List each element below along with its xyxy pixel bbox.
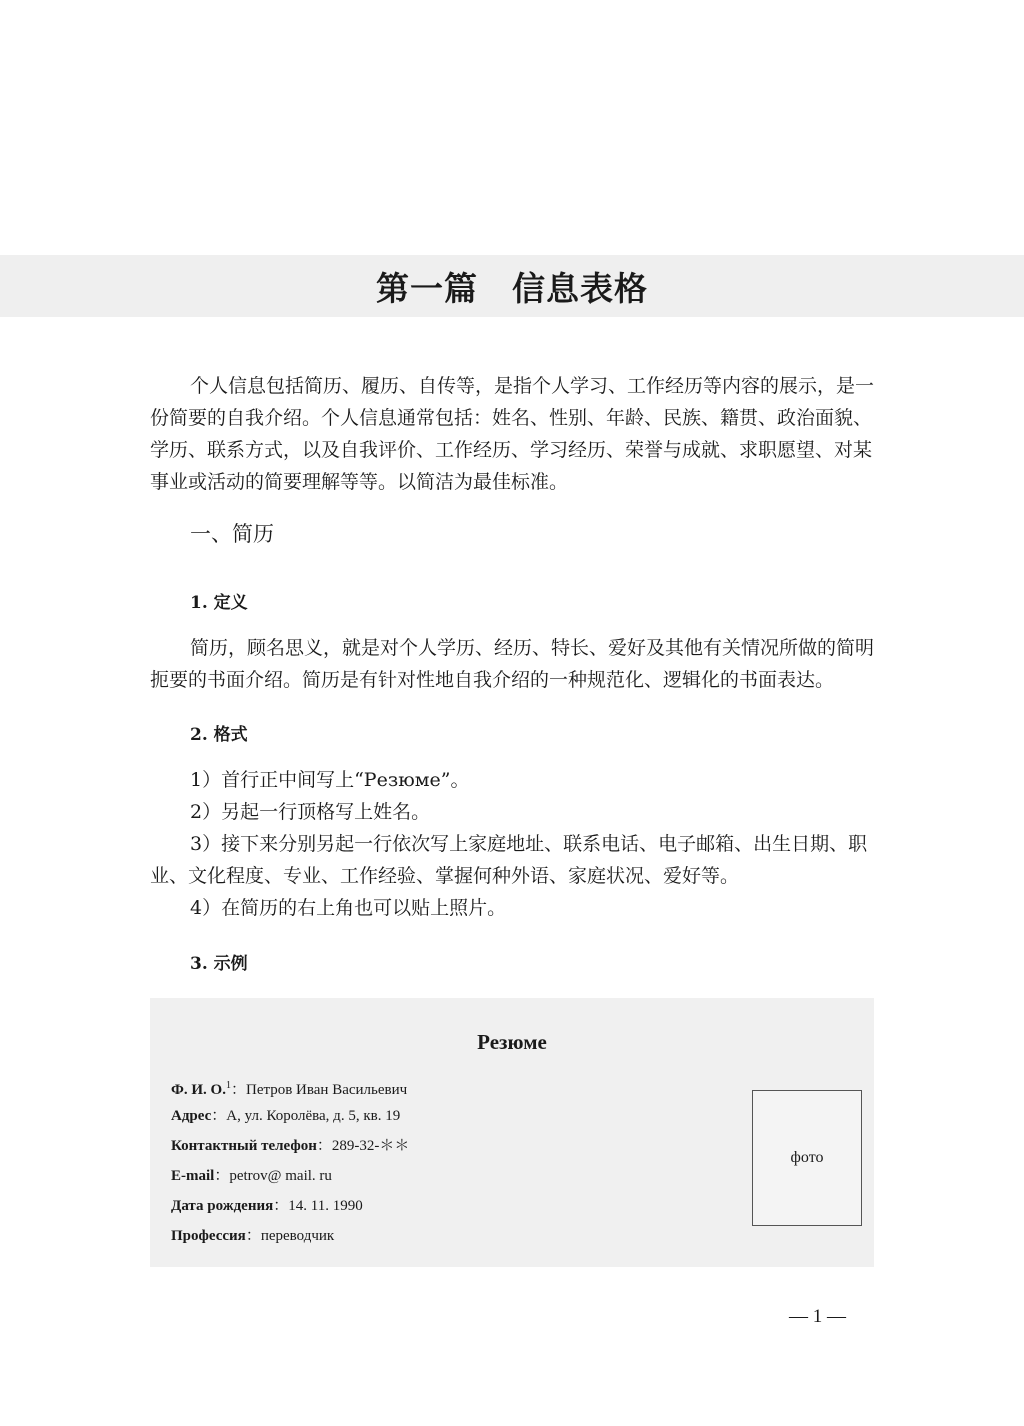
format-item: 1）首行正中间写上“Резюме”。 [190, 769, 470, 791]
definition-heading: 1. 定义 [190, 593, 248, 613]
resume-title: Резюме [477, 1030, 547, 1054]
resume-field-name [171, 1076, 407, 1100]
page-number: — 1 — [789, 1306, 846, 1327]
resume-field-email [171, 1166, 332, 1186]
resume-field-profession [171, 1226, 334, 1246]
field-label: Контактный телефон [171, 1138, 317, 1154]
format-item: 3）接下来分别另起一行依次写上家庭地址、联系电话、电子邮箱、出生日期、职业、文化程度、专业、工作经验、掌握何种外语、家庭状况、爱好等。 [150, 833, 868, 887]
intro-paragraph: 个人信息包括简历、履历、自传等，是指个人学习、工作经历等内容的展示，是一份简要的自我介绍。个人信息通常包括：姓名、性别、年龄、民族、籍贯、政治面貌、学历、联系方式，以及自我评价、工作经历、学习经历、荣誉与成就、求职愿望、对某事业或活动的简要理解等等。以简洁为最佳标准。 [150, 375, 875, 493]
field-value: А, ул. Королёва, д. 5, кв. 19 [226, 1108, 401, 1124]
field-separator: ： [316, 1138, 332, 1154]
field-separator: ： [273, 1198, 289, 1214]
field-value: 289-32-＊＊ [331, 1138, 410, 1154]
field-label: Ф. И. О. [171, 1082, 226, 1098]
format-item: 4）在简历的右上角也可以贴上照片。 [190, 897, 507, 919]
field-label: Адрес [171, 1108, 212, 1124]
photo-label: фото [790, 1149, 824, 1166]
field-value: petrov@ mail. ru [229, 1168, 332, 1184]
field-value: 14. 11. 1990 [288, 1198, 363, 1214]
chapter-title-band [0, 255, 1024, 317]
field-separator: ： [230, 1082, 246, 1098]
photo-placeholder [752, 1090, 862, 1226]
format-item: 2）另起一行顶格写上姓名。 [190, 801, 431, 823]
resume-field-birthdate [171, 1196, 363, 1216]
field-label: E-mail [171, 1168, 215, 1184]
field-label: Дата рождения [171, 1198, 274, 1214]
example-heading: 3. 示例 [190, 954, 248, 974]
resume-field-phone [171, 1136, 409, 1156]
chapter-title: 第一篇 信息表格 [376, 268, 648, 308]
field-separator: ： [214, 1168, 230, 1184]
resume-example-box [150, 998, 874, 1267]
field-label: Профессия [171, 1228, 246, 1244]
field-value: переводчик [260, 1228, 335, 1244]
format-list [150, 764, 875, 924]
field-separator: ： [211, 1108, 227, 1124]
field-value: Петров Иван Васильевич [245, 1082, 408, 1098]
field-separator: ： [245, 1228, 261, 1244]
footnote-marker: 1 [225, 1080, 231, 1091]
section-heading-resume: 一、简历 [190, 522, 274, 546]
format-heading: 2. 格式 [190, 725, 248, 745]
resume-field-address [171, 1106, 400, 1126]
definition-paragraph: 简历，顾名思义，就是对个人学历、经历、特长、爱好及其他有关情况所做的简明扼要的书面介绍。简历是有针对性地自我介绍的一种规范化、逻辑化的书面表达。 [150, 637, 875, 691]
